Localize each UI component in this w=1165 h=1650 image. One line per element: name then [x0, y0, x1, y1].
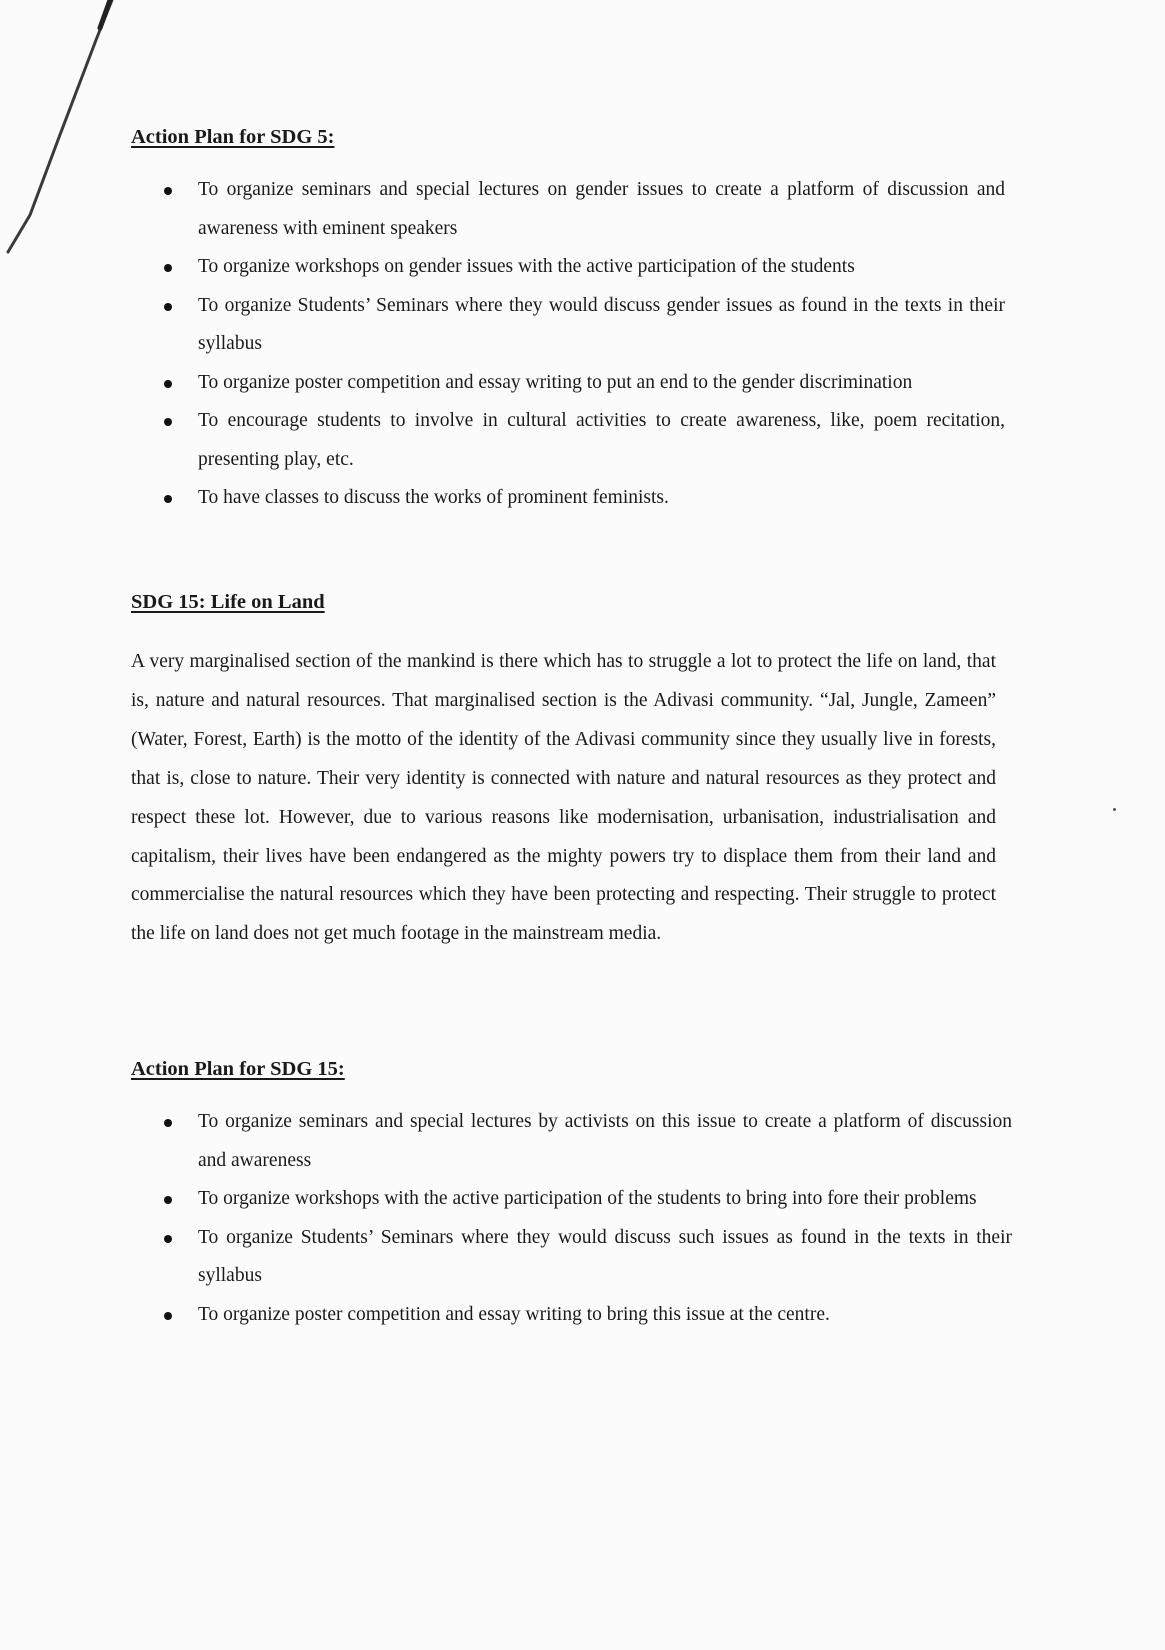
sdg5-action-list: [161, 171, 1005, 518]
list-item: To organize workshops with the active participation of the students to bring into fore their problems: [161, 1180, 1012, 1219]
scan-speck: [1113, 808, 1116, 811]
list-item: To organize Students’ Seminars where they would discuss gender issues as found in the texts in their syllabus: [161, 287, 1005, 364]
sdg5-action-plan-heading: Action Plan for SDG 5:: [131, 126, 335, 148]
sdg15-heading: SDG 15: Life on Land: [131, 591, 325, 613]
list-item: To have classes to discuss the works of prominent feminists.: [161, 479, 1005, 518]
list-item: To encourage students to involve in cultural activities to create awareness, like, poem recitation, presenting play, etc.: [161, 402, 1005, 479]
list-item: To organize poster competition and essay writing to put an end to the gender discrimination: [161, 364, 1005, 403]
list-item: To organize seminars and special lectures by activists on this issue to create a platform of discussion and awareness: [161, 1103, 1012, 1180]
sdg15-paragraph: A very marginalised section of the mankind is there which has to struggle a lot to protect the life on land, that is, nature and natural resources. That marginalised section is the Adivasi community. “Jal, Jungle, Zameen” (Water, Forest, Earth) is the motto of the identity of the Adivasi community since they usually live in forests, that is, close to nature. Their very identity is connected with nature and natural resources as they protect and respect these lot. However, due to various reasons like modernisation, urbanisation, industrialisation and capitalism, their lives have been endangered as the mighty powers try to displace them from their land and commercialise the natural resources which they have been protecting and respecting. Their struggle to protect the life on land does not get much footage in the mainstream media.: [131, 651, 996, 945]
sdg15-action-list: [161, 1103, 1012, 1334]
sdg15-action-plan-heading: Action Plan for SDG 15:: [131, 1058, 345, 1080]
list-item: To organize poster competition and essay writing to bring this issue at the centre.: [161, 1296, 1012, 1335]
list-item: To organize Students’ Seminars where they would discuss such issues as found in the texts in their syllabus: [161, 1219, 1012, 1296]
list-item: To organize workshops on gender issues with the active participation of the students: [161, 248, 1005, 287]
list-item: To organize seminars and special lectures on gender issues to create a platform of discussion and awareness with eminent speakers: [161, 171, 1005, 248]
